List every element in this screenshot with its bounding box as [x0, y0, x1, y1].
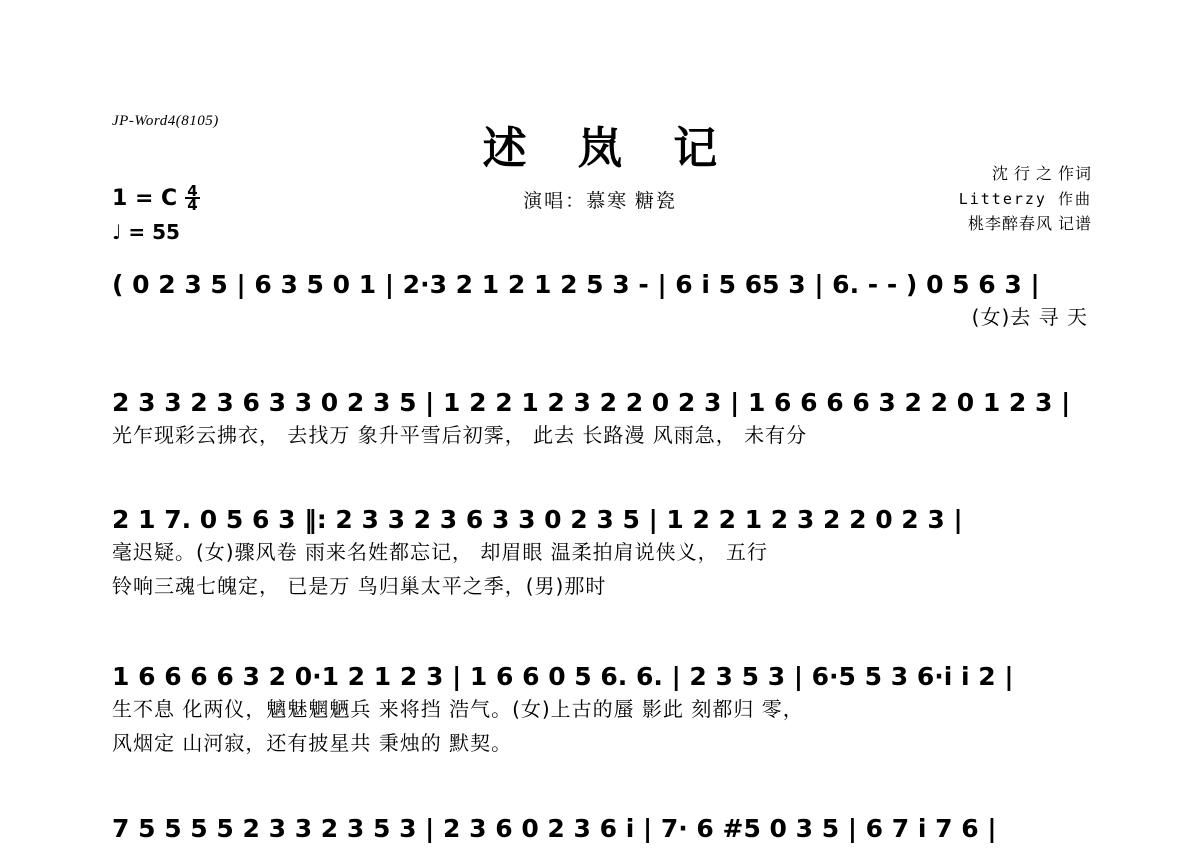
transcriber-credit: 桃李醉春风 记谱 — [967, 216, 1092, 233]
notation-row: 2 3 3 2 3 6 3 3 0 2 3 5 | 1 2 2 1 2 3 2 2 0 2 3 | 1 6 6 6 6 3 2 2 0 1 2 3 | — [112, 388, 1071, 417]
lyric-row-verse2: 风烟定 山河寂，还有披星共 秉烛的 默契。 — [112, 731, 513, 755]
key-label: 1 = C — [112, 185, 178, 211]
notation-row: ( 0 2 3 5 | 6 3 5 0 1 | 2·3 2 1 2 1 2 5 3 - | 6 i 5 65 3 | 6. - - ) 0 5 6 3 | — [112, 270, 1040, 299]
time-signature — [185, 182, 199, 214]
tempo-marking: ♩ = 55 — [112, 220, 180, 244]
time-signature-numerator: 4 — [187, 182, 198, 200]
score-line-2 — [112, 386, 1088, 450]
score-line-1 — [112, 268, 1088, 332]
lyric-row: 生不息 化两仪，魑魅魍魉兵 来将挡 浩气。(女)上古的蜃 影此 刻都归 零， — [112, 697, 804, 721]
time-signature-denominator: 4 — [187, 196, 198, 214]
lyric-row: 毫迟疑。(女)骤风卷 雨来名姓都忘记， 却眉眼 温柔拍肩说侠义， 五行 — [112, 540, 769, 564]
score-line-4 — [112, 660, 1088, 758]
lyric-row-verse2: 铃响三魂七魄定， 已是万 鸟归巢太平之季，(男)那时 — [112, 574, 607, 598]
lyric-row: 光乍现彩云拂衣， 去找万 象升平雪后初霁， 此去 长路漫 风雨急， 未有分 — [112, 423, 808, 447]
lyric-row: (女)去 寻 天 — [971, 305, 1088, 329]
score-line-5 — [112, 812, 1088, 846]
singer-credit: 演唱：慕寒 糖瓷 — [523, 191, 677, 212]
credits-block — [959, 162, 1092, 237]
notation-row: 7 5 5 5 5 2 3 3 2 3 5 3 | 2 3 6 0 2 3 6 i | 7· 6 #5 0 3 5 | 6 7 i 7 6 | — [112, 814, 997, 843]
composer-credit: Litterzy 作曲 — [958, 190, 1092, 208]
key-and-tempo — [112, 182, 200, 244]
page-title: 述 岚 记 — [482, 123, 736, 174]
score-line-3 — [112, 503, 1088, 601]
notation-row: 1 6 6 6 6 3 2 0·1 2 1 2 3 | 1 6 6 0 5 6. 6. | 2 3 5 3 | 6·5 5 3 6·i i 2 | — [112, 662, 1014, 691]
document-code: JP-Word4(8105) — [112, 113, 219, 129]
notation-row: 2 1 7. 0 5 6 3 ‖: 2 3 3 2 3 6 3 3 0 2 3 5 | 1 2 2 1 2 3 2 2 0 2 3 | — [112, 505, 963, 534]
key-signature — [112, 182, 200, 214]
lyricist-credit: 沈 行 之 作词 — [991, 166, 1092, 183]
